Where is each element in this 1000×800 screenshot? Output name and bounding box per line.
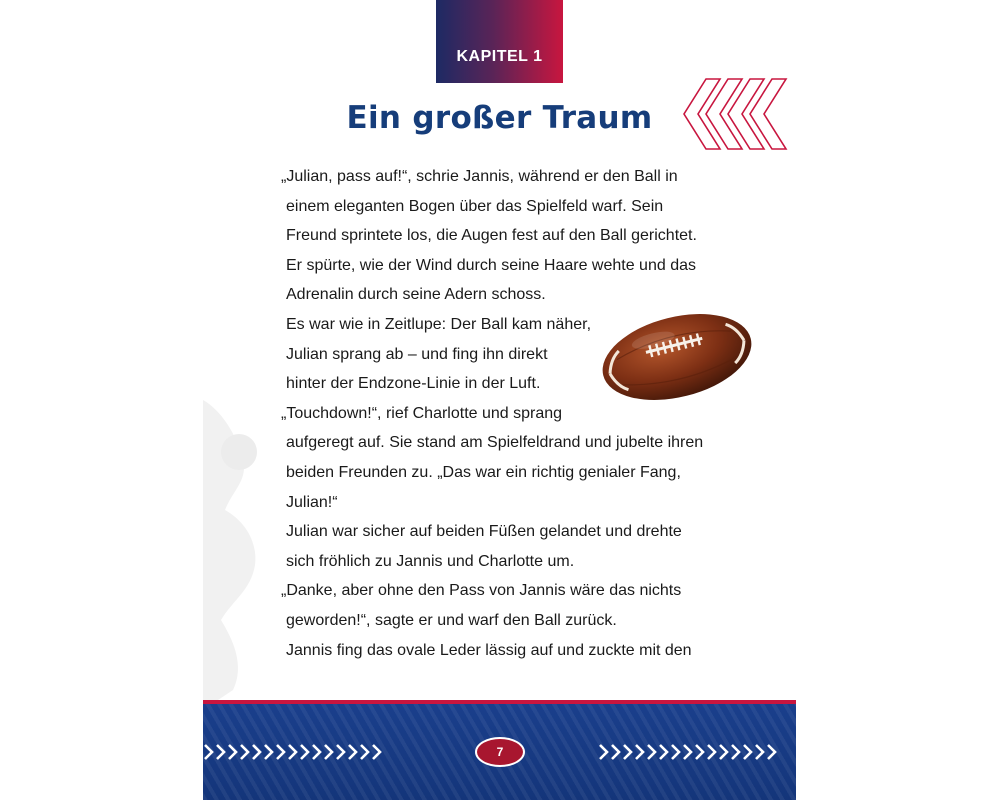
story-line: sich fröhlich zu Jannis und Charlotte um. [286, 552, 575, 570]
page-number: 7 [496, 745, 504, 759]
story-line: Julian war sicher auf beiden Füßen gelandet und drehte [286, 523, 682, 541]
story-line: „Touchdown!“, rief Charlotte und sprang [281, 404, 563, 422]
story-line: Julian sprang ab – und fing ihn direkt [286, 345, 548, 363]
page-footer [203, 700, 796, 800]
story-line: Freund sprintete los, die Augen fest auf den Ball gerichtet. [286, 227, 697, 245]
story-line: „Julian, pass auf!“, schrie Jannis, während er den Ball in [281, 168, 678, 185]
story-line: Julian!“ [286, 493, 338, 511]
story-line: Er spürte, wie der Wind durch seine Haare wehte und das [286, 256, 696, 274]
book-page [203, 0, 796, 800]
player-silhouette-icon [203, 380, 273, 710]
chapter-title: Ein großer Traum [346, 100, 653, 136]
chapter-label: KAPITEL 1 [456, 47, 543, 65]
story-text [281, 162, 741, 665]
double-chevron-right-icon [598, 742, 788, 762]
double-chevron-right-icon [203, 742, 393, 762]
story-line: hinter der Endzone-Linie in der Luft. [286, 375, 541, 393]
story-line: Es war wie in Zeitlupe: Der Ball kam näher, [286, 315, 592, 333]
story-line: einem eleganten Bogen über das Spielfeld warf. Sein [286, 197, 664, 215]
story-line: Jannis fing das ovale Leder lässig auf und zuckte mit den [286, 641, 692, 659]
story-line: geworden!“, sagte er und warf den Ball zurück. [286, 611, 617, 629]
story-line: „Danke, aber ohne den Pass von Jannis wäre das nichts [281, 582, 682, 600]
american-football-icon [598, 305, 756, 409]
story-line: Adrenalin durch seine Adern schoss. [286, 286, 546, 304]
story-line: beiden Freunden zu. „Das war ein richtig genialer Fang, [286, 463, 681, 481]
chapter-badge [436, 0, 563, 83]
story-line: aufgeregt auf. Sie stand am Spielfeldrand und jubelte ihren [286, 434, 704, 452]
page-number-badge [475, 737, 525, 767]
